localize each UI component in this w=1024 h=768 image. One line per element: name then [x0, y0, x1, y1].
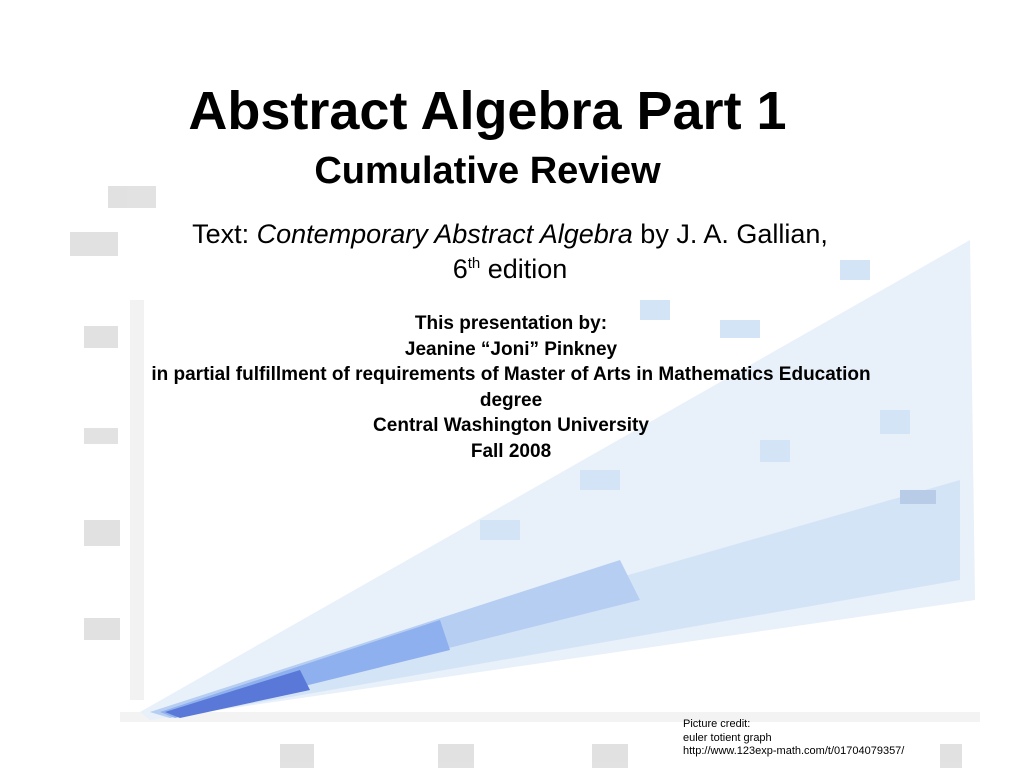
edition-number: 6: [452, 254, 468, 284]
edition-superscript: th: [467, 255, 481, 272]
edition-line: [0, 252, 1020, 286]
edition-word: edition: [480, 254, 568, 284]
picture-credit: [683, 718, 904, 759]
picture-credit-label: Picture credit:: [683, 718, 751, 730]
text-prefix: Text:: [192, 219, 257, 249]
credit-line-degree: degree: [479, 389, 543, 411]
credit-line-university: Central Washington University: [373, 415, 649, 436]
credit-line-fulfillment: in partial fulfillment of requirements of Master of Arts in Mathematics Education: [151, 364, 871, 385]
slide-subtitle: Cumulative Review: [314, 150, 661, 192]
credit-line-presented-by: This presentation by:: [414, 313, 608, 334]
slide-title: Abstract Algebra Part 1: [188, 81, 787, 141]
book-title: Contemporary Abstract Algebra: [256, 219, 633, 249]
credit-line-term: Fall 2008: [470, 440, 552, 462]
text-suffix: by J. A. Gallian,: [632, 219, 828, 249]
textbook-line: [0, 217, 1020, 251]
credit-line-author: Jeanine “Joni” Pinkney: [404, 338, 618, 360]
picture-credit-url: http://www.123exp-math.com/t/01704079357/: [683, 745, 905, 757]
picture-credit-name: euler totient graph: [683, 731, 772, 744]
presentation-credits: [0, 311, 1022, 464]
